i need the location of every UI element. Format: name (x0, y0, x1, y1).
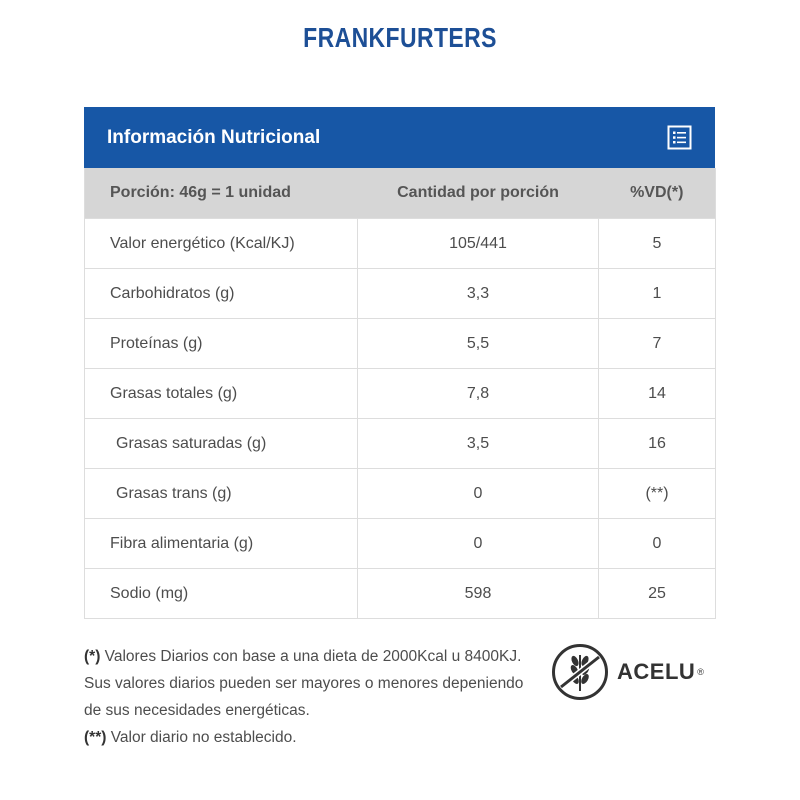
row-vd: 7 (599, 319, 716, 369)
row-label: Sodio (mg) (85, 569, 358, 619)
row-label: Grasas saturadas (g) (85, 419, 358, 469)
row-vd: (**) (599, 469, 716, 519)
row-vd: 25 (599, 569, 716, 619)
row-vd: 0 (599, 519, 716, 569)
footnotes (84, 643, 524, 751)
product-title: FRANKFURTERS (303, 22, 497, 53)
row-amount: 7,8 (358, 369, 599, 419)
acelu-label: ACELU (617, 659, 696, 684)
table-row (85, 569, 716, 619)
footnote-marker: (*) (84, 648, 101, 665)
table-row (85, 319, 716, 369)
panel-header (84, 107, 715, 168)
list-icon[interactable] (667, 125, 692, 150)
footnote-marker: (**) (84, 729, 107, 746)
nutrition-table (84, 168, 716, 619)
table-row (85, 269, 716, 319)
gluten-free-seal-icon (551, 643, 609, 701)
header-amount: Cantidad por porción (358, 168, 599, 219)
row-vd: 14 (599, 369, 716, 419)
row-label: Grasas trans (g) (85, 469, 358, 519)
row-amount: 0 (358, 469, 599, 519)
row-label: Carbohidratos (g) (85, 269, 358, 319)
row-amount: 105/441 (358, 219, 599, 269)
row-label: Proteínas (g) (85, 319, 358, 369)
row-vd: 5 (599, 219, 716, 269)
row-vd: 1 (599, 269, 716, 319)
row-vd: 16 (599, 419, 716, 469)
row-amount: 3,3 (358, 269, 599, 319)
table-row (85, 519, 716, 569)
registered-mark: ® (697, 667, 704, 677)
table-row (85, 219, 716, 269)
row-label: Valor energético (Kcal/KJ) (85, 219, 358, 269)
table-row (85, 369, 716, 419)
footnote-text: Valores Diarios con base a una dieta de 2000Kcal u 8400KJ. Sus valores diarios pueden ser mayores o menores depeniendo de sus necesidades energéticas. (84, 648, 524, 719)
footnote-text: Valor diario no establecido. (106, 729, 297, 746)
table-row (85, 419, 716, 469)
row-amount: 598 (358, 569, 599, 619)
row-amount: 5,5 (358, 319, 599, 369)
row-amount: 0 (358, 519, 599, 569)
table-header-row (85, 168, 716, 219)
header-vd: %VD(*) (599, 168, 716, 219)
row-amount: 3,5 (358, 419, 599, 469)
footnote-daily-values (84, 643, 524, 724)
header-portion: Porción: 46g = 1 unidad (85, 168, 358, 219)
row-label: Grasas totales (g) (85, 369, 358, 419)
row-label: Fibra alimentaria (g) (85, 519, 358, 569)
acelu-badge (551, 642, 704, 702)
table-row (85, 469, 716, 519)
footnote-not-established (84, 724, 524, 751)
nutrition-panel (84, 107, 715, 619)
panel-title: Información Nutricional (107, 126, 321, 148)
